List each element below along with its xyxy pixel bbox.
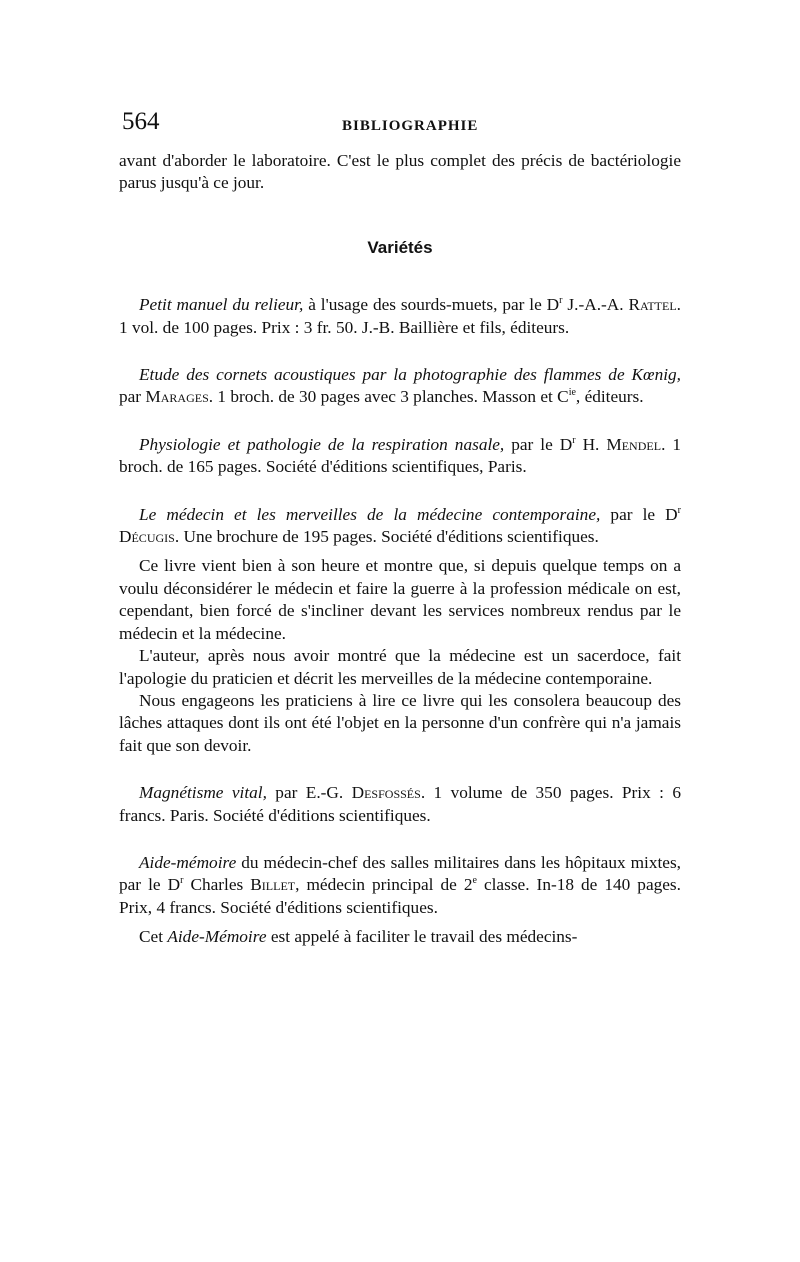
- entry-author: Mendel: [606, 434, 662, 454]
- entry-aide-memoire: [119, 852, 681, 919]
- entry-author: Billet: [250, 875, 296, 895]
- entry-title: Physiologie et pathologie de la respiration nasale,: [139, 434, 505, 454]
- entry-author: Marages: [145, 387, 209, 407]
- review-paragraph: [119, 926, 681, 948]
- page-body: [119, 150, 681, 949]
- entry-magnetisme: [119, 782, 681, 827]
- entry-text: est appelé à faciliter le travail des médecins-: [266, 927, 578, 947]
- review-paragraph: Ce livre vient bien à son heure et montre que, si depuis quelque temps on a voulu déconsidérer le médecin et faire la guerre à la profession médicale on est, cependant, bien forcé de s'incliner devant les services nombreux rendus par le médecin et la médecine.: [119, 556, 681, 643]
- superscript: e: [472, 875, 477, 887]
- entry-text: par E.-G.: [266, 783, 352, 803]
- entry-title: Le médecin et les merveilles de la médecine contemporaine,: [139, 504, 601, 524]
- review-paragraph: Nous engageons les praticiens à lire ce livre qui les consolera beaucoup des lâches attaques dont ils ont été l'objet en la personne d'un confrère qui n'a jamais fait que son devoir.: [119, 690, 681, 755]
- entry-title: Etude des cornets acoustiques par la photographie des flammes de Kœnig,: [139, 365, 681, 385]
- entry-title: Aide-Mémoire: [167, 927, 267, 947]
- entry-text: à l'usage des sourds-muets, par le D: [303, 295, 560, 315]
- entry-cornets: [119, 364, 681, 409]
- entry-title: Magnétisme vital,: [139, 783, 267, 803]
- entry-author: Décugis: [119, 527, 175, 547]
- page-number: 564: [122, 108, 160, 135]
- entry-respiration: [119, 434, 681, 479]
- entry-text: . 1 broch. de 165 pages. Société d'éditions scientifiques, Paris.: [119, 434, 682, 477]
- entry-text: par le D: [504, 434, 573, 454]
- entry-text: J.-A.-A.: [562, 295, 629, 315]
- entry-text: . 1 volume de 350 pages. Prix : 6 francs. Paris. Société d'éditions scientifiques.: [119, 783, 681, 825]
- entry-text: . 1 broch. de 30 pages avec 3 planches. Masson et C: [208, 387, 569, 407]
- entry-medecin: [119, 504, 681, 549]
- superscript: r: [572, 435, 576, 447]
- entry-text: Cet: [139, 927, 168, 947]
- entry-title: Petit manuel du relieur,: [139, 295, 304, 315]
- page-header: [122, 108, 687, 144]
- entry-title: Aide-mémoire: [139, 852, 237, 872]
- entry-text: par le D: [600, 504, 678, 524]
- entry-text: , médecin principal de 2: [295, 875, 473, 895]
- superscript: r: [180, 875, 184, 887]
- running-title: BIBLIOGRAPHIE: [342, 118, 479, 134]
- entry-text: H.: [575, 434, 607, 454]
- superscript: ie: [568, 387, 576, 399]
- entry-text: , éditeurs.: [575, 387, 644, 407]
- entry-text: classe. In-18 de 140 pages. Prix, 4 francs. Société d'éditions scientifiques.: [119, 875, 681, 917]
- entry-text: par: [119, 387, 146, 407]
- entry-text: Charles: [183, 875, 251, 895]
- section-heading: Variétés: [367, 237, 433, 257]
- entry-text: . 1 vol. de 100 pages. Prix : 3 fr. 50. J.-B. Baillière et fils, éditeurs.: [119, 295, 681, 337]
- superscript: r: [559, 295, 563, 307]
- entry-author: Desfossés: [351, 783, 421, 803]
- entry-text: du médecin-chef des salles militaires dans les hôpitaux mixtes, par le D: [119, 852, 681, 895]
- intro-paragraph: avant d'aborder le laboratoire. C'est le plus complet des précis de bactériologie parus jusqu'à ce jour.: [119, 151, 681, 193]
- entry-text: . Une brochure de 195 pages. Société d'éditions scientifiques.: [174, 527, 599, 547]
- entry-relieur: [119, 294, 681, 339]
- entry-author: Rattel: [628, 295, 677, 315]
- superscript: r: [677, 504, 681, 516]
- review-paragraph: L'auteur, après nous avoir montré que la médecine est un sacerdoce, fait l'apologie du praticien et décrit les merveilles de la médecine contemporaine.: [119, 646, 681, 688]
